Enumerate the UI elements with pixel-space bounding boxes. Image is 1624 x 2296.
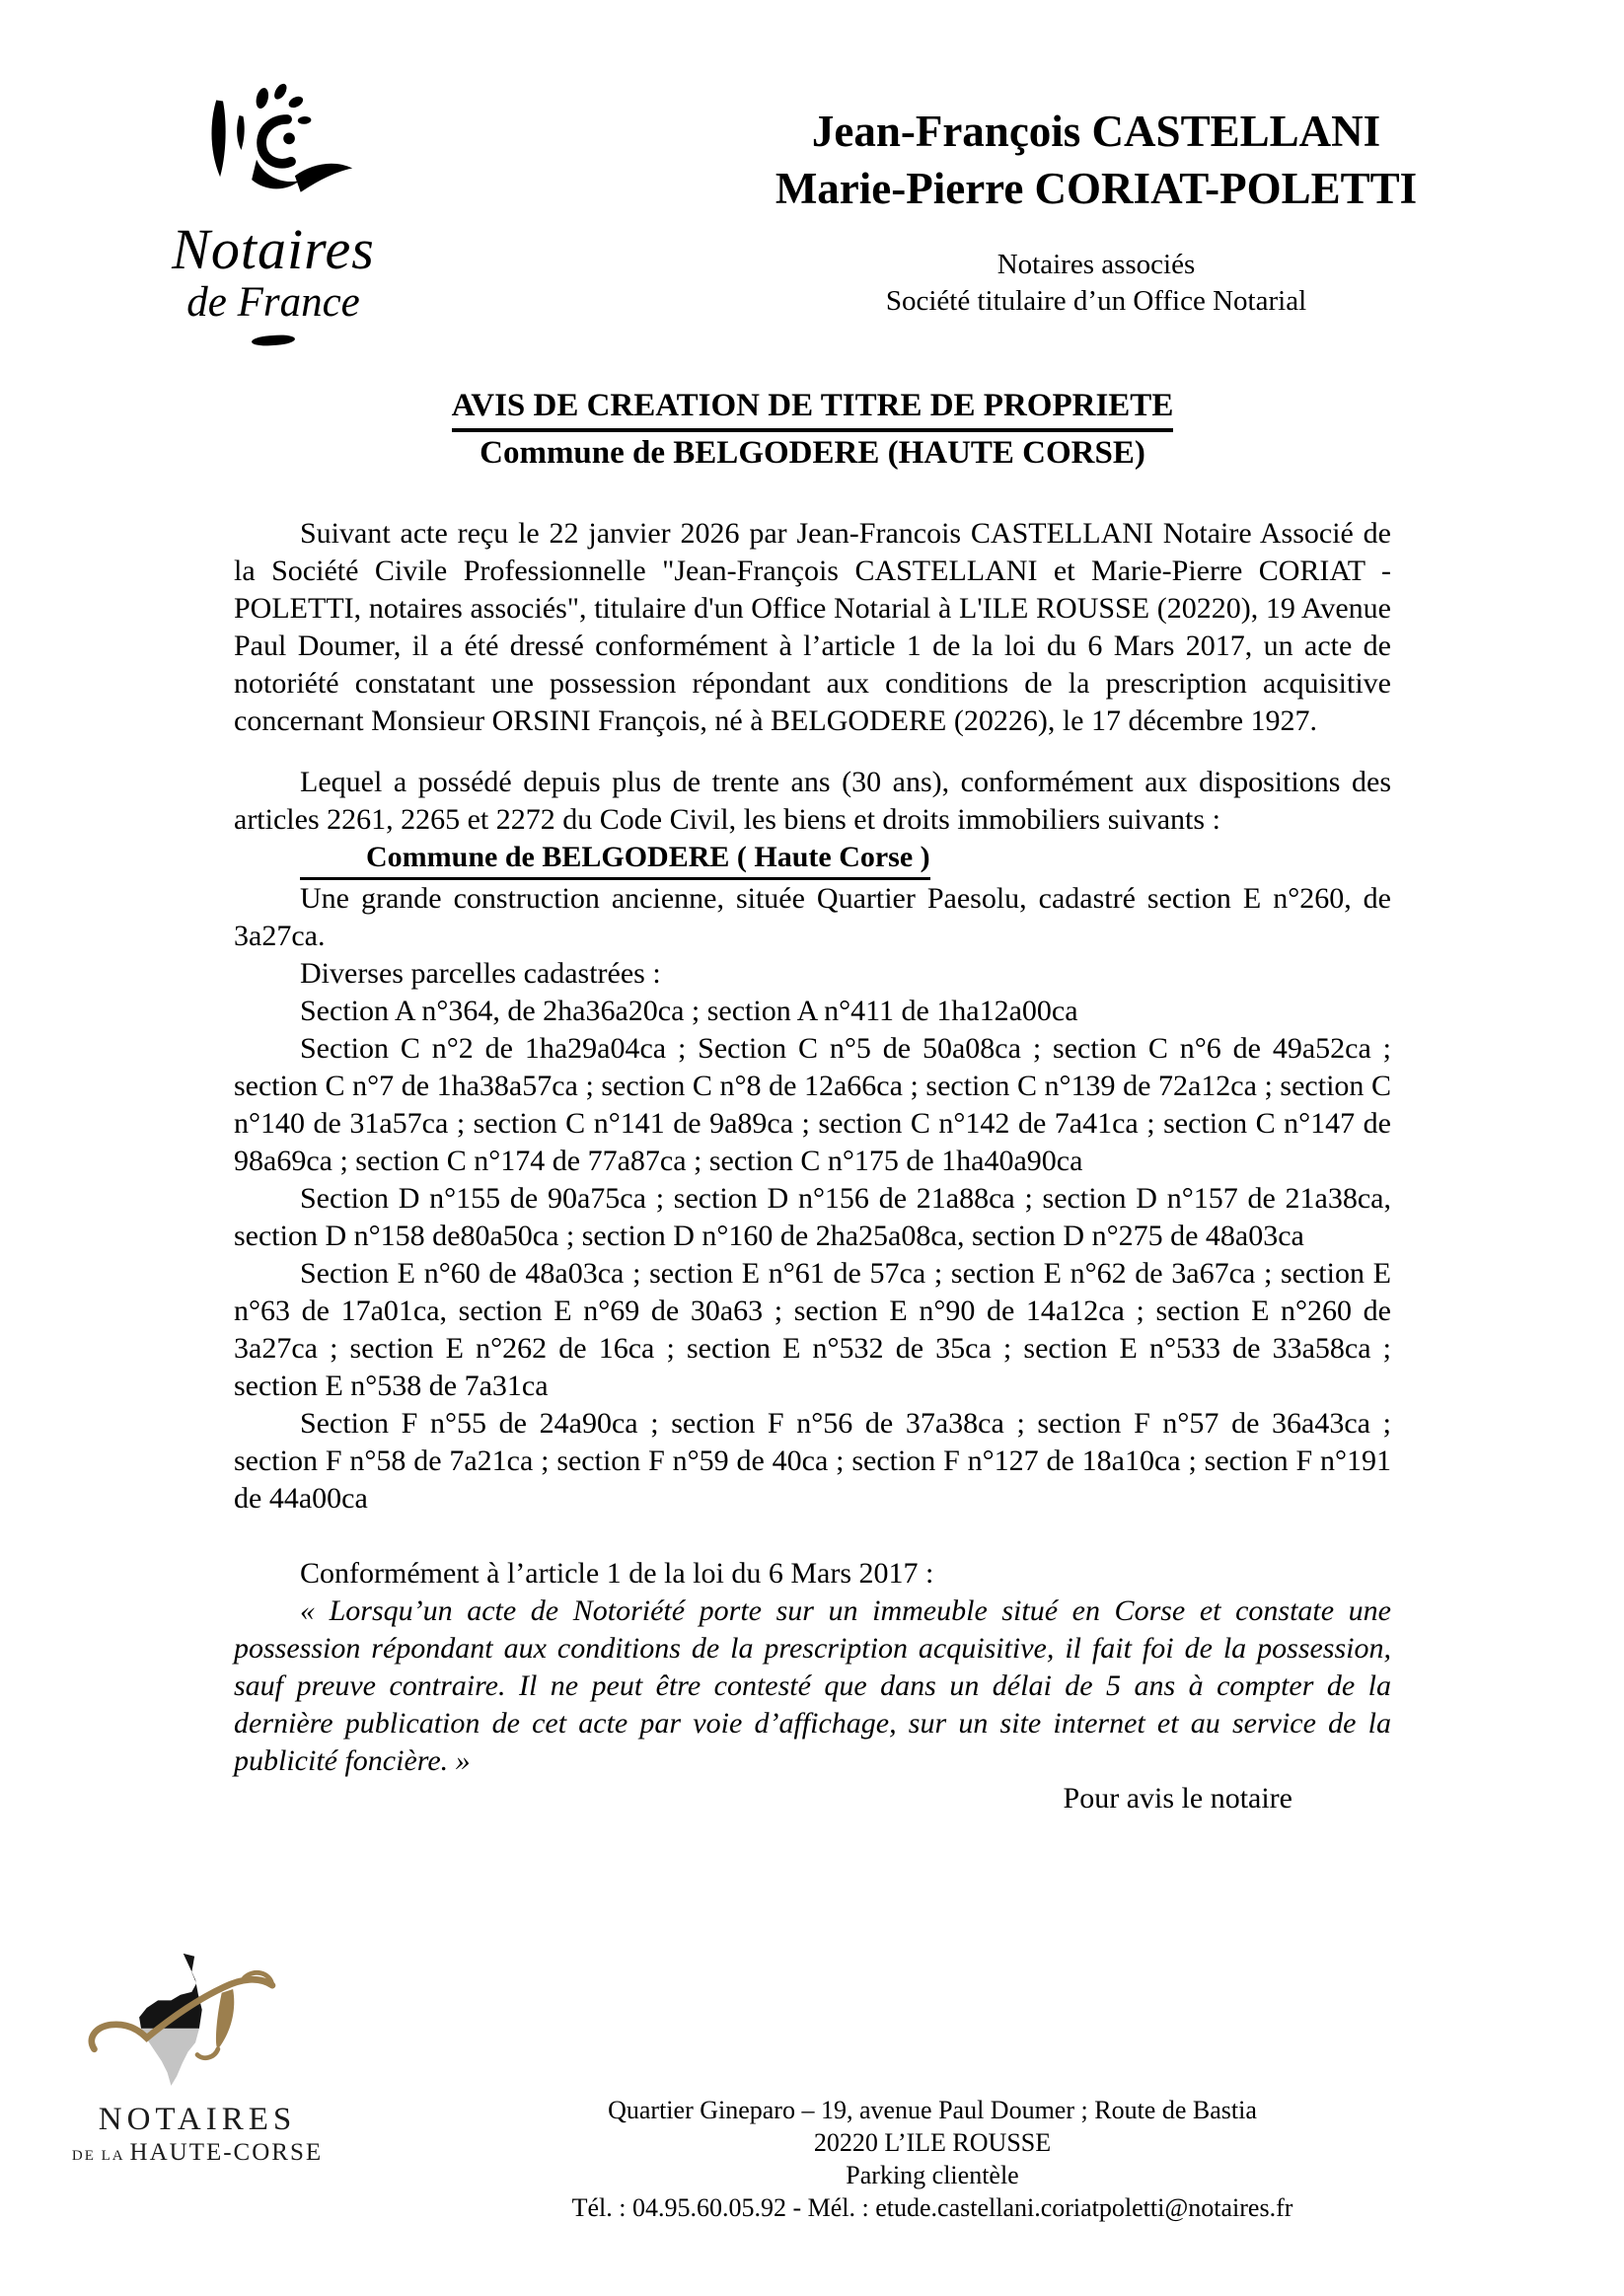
paragraph-acte: Suivant acte reçu le 22 janvier 2026 par Jean-Francois CASTELLANI Notaire Associé de la Société Civile Professionnelle "Jean-François CASTELLANI et Marie-Pierre CORIAT - POLETTI, notaires associés", titulaire d'un Office Notarial à L'ILE ROUSSE (20220), 19 Avenue Paul Doumer, il a été dressé conformément à l’article 1 de la loi du 6 Mars 2017, un acte de notoriété constatant une possession répondant aux conditions de la prescription acquisitive concernant Monsieur ORSINI François, né à BELGODERE (20226), le 17 décembre 1927. [234,517,1391,737]
paragraph-citation: « Lorsqu’un acte de Notoriété porte sur un immeuble situé en Corse et constate une possession répondant aux conditions de la prescription acquisitive, il fait foi de la possession, sauf preuve contraire. Il ne peut être contesté que dans un délai de 5 ans à compter de la dernière publication de cet acte par voie d’affichage, sur un site internet et au service de la publicité foncière. » [234,1594,1391,1777]
document-body [234,515,1391,1817]
paragraph-parcelles-intro: Diverses parcelles cadastrées : [300,957,661,990]
paragraph-construction: Une grande construction ancienne, située Quartier Paesolu, cadastré section E n°260, de 3a27ca. [234,882,1391,952]
notaires-de-france-logo [111,83,436,345]
address-line-3: Parking clientèle [846,2161,1019,2189]
notaires-haute-corse-logo [69,1952,326,2167]
paragraph-loi-intro: Conformément à l’article 1 de la loi du 6 Mars 2017 : [300,1557,934,1590]
paragraph-section-a: Section A n°364, de 2ha36a20ca ; section A n°411 de 1ha12a00ca [300,995,1078,1027]
paragraph-section-c: Section C n°2 de 1ha29a04ca ; Section C n°5 de 50a08ca ; section C n°6 de 49a52ca ; section C n°7 de 1ha38a57ca ; section C n°8 de 12a66ca ; section C n°139 de 72a12ca ; section C n°140 de 31a57ca ; section C n°141 de 9a89ca ; section C n°142 de 7a41ca ; section C n°147 de 98a69ca ; section C n°174 de 77a87ca ; section C n°175 de 1ha40a90ca [234,1032,1391,1177]
paragraph-possession: Lequel a possédé depuis plus de trente ans (30 ans), conformément aux dispositions des articles 2261, 2265 et 2272 du Code Civil, les biens et droits immobiliers suivants : [234,766,1391,836]
marianne-figure-icon [187,83,360,219]
logo-haute-corse-subtitle: DE LA HAUTE-CORSE [71,2139,324,2166]
commune-heading: Commune de BELGODERE ( Haute Corse ) [234,839,1391,880]
paragraph-section-f: Section F n°55 de 24a90ca ; section F n°56 de 37a38ca ; section F n°57 de 36a43ca ; section F n°58 de 7a21ca ; section F n°59 de 40ca ; section F n°127 de 18a10ca ; section F n°191 de 44a00ca [234,1407,1391,1515]
notary-name-2: Marie-Pierre CORIAT-POLETTI [775,164,1418,213]
document-title: AVIS DE CREATION DE TITRE DE PROPRIETE [234,385,1391,432]
document-subtitle: Commune de BELGODERE (HAUTE CORSE) [480,435,1145,471]
office-address-block [424,2094,1440,2224]
document-title-block [234,385,1391,475]
contact-line: Tél. : 04.95.60.05.92 - Mél. : etude.castellani.coriatpoletti@notaires.fr [571,2193,1293,2222]
paragraph-section-e: Section E n°60 de 48a03ca ; section E n°61 de 57ca ; section E n°62 de 3a67ca ; section E n°63 de 17a01ca, section E n°69 de 30a63 ; section E n°90 de 14a12ca ; section E n°260 de 3a27ca ; section E n°262 de 16ca ; section E n°532 de 35ca ; section E n°533 de 33a58ca ; section E n°538 de 7a31ca [234,1257,1391,1402]
address-line-2: 20220 L’ILE ROUSSE [813,2128,1052,2157]
address-line-1: Quartier Gineparo – 19, avenue Paul Doumer ; Route de Bastia [608,2096,1257,2124]
paragraph-section-d: Section D n°155 de 90a75ca ; section D n°156 de 21a88ca ; section D n°157 de 21a38ca, section D n°158 de80a50ca ; section D n°160 de 2ha25a08ca, section D n°275 de 48a03ca [234,1182,1391,1252]
signature-line: Pour avis le notaire [1063,1782,1292,1815]
logo-haute-corse-title: NOTAIRES [98,2102,297,2137]
letterhead-subtitle-2: Société titulaire d’un Office Notarial [885,285,1307,317]
letterhead [706,103,1486,320]
logo-dash-icon [252,333,296,346]
logo-brand-subtext: de France [186,279,360,326]
letterhead-subtitle-1: Notaires associés [997,249,1196,280]
corsica-island-icon [79,1952,316,2102]
logo-brand-text: Notaires [172,217,375,281]
notary-name-1: Jean-François CASTELLANI [811,107,1381,156]
